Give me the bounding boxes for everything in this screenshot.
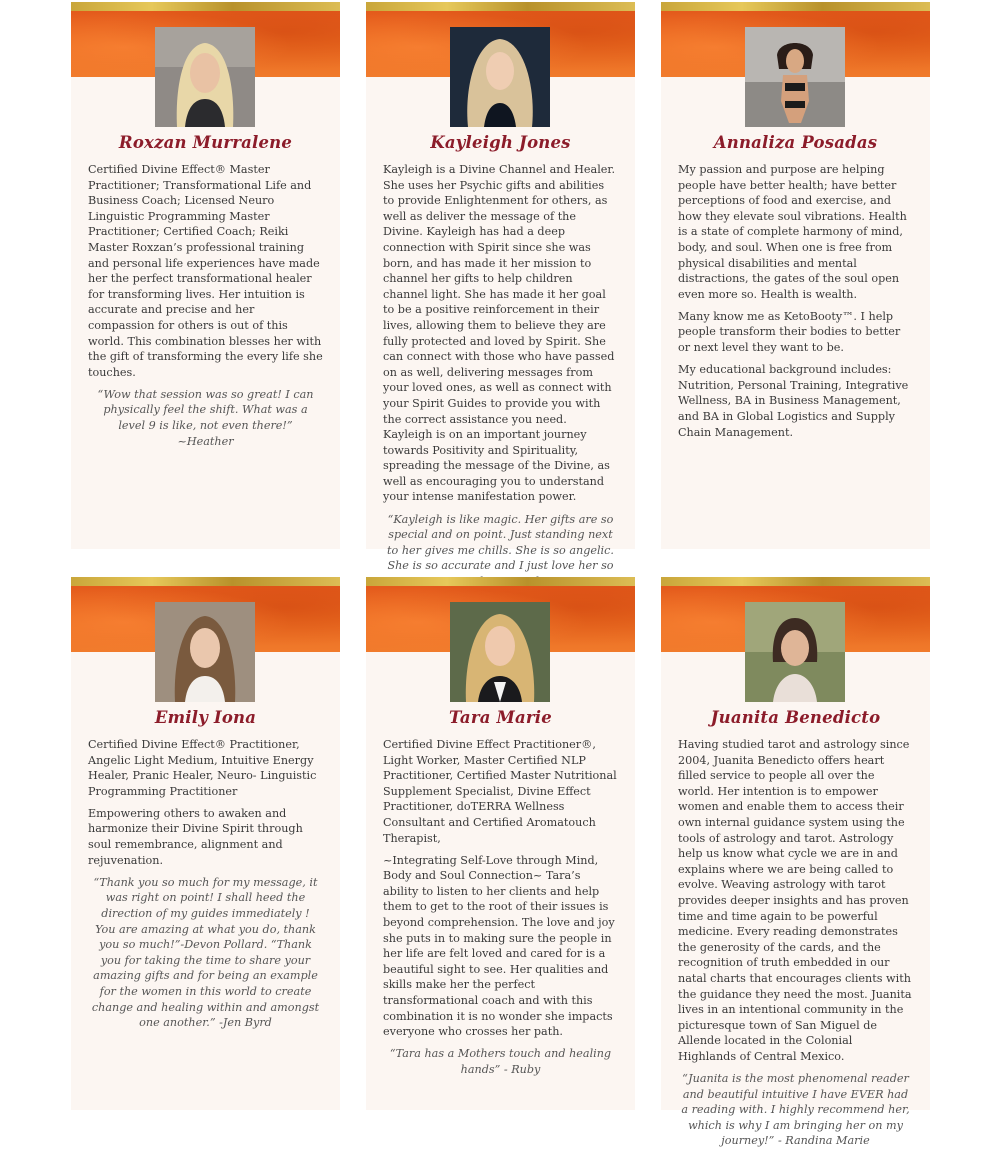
practitioner-name: Kayleigh Jones [430, 133, 571, 152]
bio-paragraph: Kayleigh is a Divine Channel and Healer. She uses her Psychic gifts and abilities to provide Enlightenment for others, as well as deliver the message of the Divine. Kayleigh has had a deep connection with Spirit since she was born, and has made it her mission to channel her gifts to help children channel light. She has made it her goal to be a positive reinforcement in their lives, allowing them to believe they are fully protected and loved by Spirit. She can connect with those who have passed on as well, delivering messages from your loved ones, as well as connect with your Spirit Guides to provide you with the correct assistance you need. Kayleigh is on an important journey towards Positivity and Spirituality, spreading the message of the Divine, as well as encouraging you to understand your intense manifestation power. [383, 163, 616, 504]
testimonial-quote: “Thank you so much for my message, it was right on point! I shall heed the direction of my guides immediately ! You are amazing at what you do, thank you so much!”-Devon Pollard. “Thank you for taking the time to share your amazing gifts and for being an example for the women in this world to create change and healing within and amongst one another.” -Jen Byrd [91, 875, 320, 1030]
gold-strip [661, 2, 930, 11]
bio-paragraph: My passion and purpose are helping people have better health; have better perceptions of food and exercise, and how they elevate soul vibrations. Health is a state of complete harmony of mind, body, and soul. When one is free from physical disabilities and mental distractions, the gates of the soul open even more so. Health is wealth. [678, 163, 907, 301]
bio-paragraph: Having studied tarot and astrology since 2004, Juanita Benedicto offers heart filled service to people all over the world. Her intention is to empower women and enable them to access their own internal guidance system using the tools of astrology and tarot. Astrology help us know what cycle we are in and explains where we are being called to evolve. Weaving astrology with tarot provides deeper insights and has proven time and time again to be powerful medicine. Every reading demonstrates the generosity of the cards, and the recognition of truth embedded in our natal charts that encourages clients with the guidance they need the most. Juanita lives in an intentional community in the picturesque town of San Miguel de Allende located in the Colonial Highlands of Central Mexico. [678, 738, 912, 1063]
testimonial-quote: “Tara has a Mothers touch and healing hands” - Ruby [389, 1047, 612, 1076]
practitioner-card [661, 577, 930, 1148]
practitioner-card [366, 577, 635, 1110]
bio-paragraph: Many know me as KetoBooty™. I help people transform their bodies to better or next level they want to be. [678, 309, 901, 355]
avatar [450, 27, 550, 127]
bio-paragraph: Certified Divine Effect® Master Practitioner; Transformational Life and Business Coach; Licensed Neuro Linguistic Programming Master Practitioner; Certified Coach; Reiki Master Roxzan’s professional training and personal life experiences have made her the perfect transformational healer for transforming lives. Her intuition is accurate and precise and her compassion for others is out of this world. This combination blesses her with the gift of transforming the every life she touches. [88, 163, 323, 379]
practitioner-bio [678, 737, 913, 1155]
practitioner-name: Annaliza Posadas [713, 133, 878, 152]
practitioner-bio [383, 162, 618, 596]
practitioner-name: Juanita Benedicto [710, 708, 881, 727]
practitioner-name: Emily Iona [154, 708, 257, 727]
gold-strip [71, 577, 340, 586]
practitioner-bio [383, 737, 618, 1084]
bio-paragraph: Certified Divine Effect Practitioner®, Light Worker, Master Certified NLP Practitioner, Certified Master Nutritional Supplement Specialist, Divine Effect Practitioner, doTERRA Wellness Consultant and Certified Aromatouch Therapist, [383, 738, 617, 845]
gold-strip [366, 577, 635, 586]
practitioner-name: Roxzan Murralene [118, 133, 293, 152]
practitioner-bio [88, 162, 323, 456]
practitioner-card [71, 577, 340, 1110]
practitioner-card [71, 2, 340, 549]
avatar [745, 602, 845, 702]
gold-strip [71, 2, 340, 11]
practitioner-bio [88, 737, 323, 1037]
avatar [155, 27, 255, 127]
gold-strip [661, 577, 930, 586]
practitioner-bio [678, 162, 913, 447]
avatar [745, 27, 845, 127]
practitioner-card [661, 2, 930, 549]
gold-strip [366, 2, 635, 11]
testimonial-quote: “Kayleigh is like magic. Her gifts are so special and on point. Just standing next to her gives me chills. She is so angelic. She is so accurate and I just love her so [387, 512, 614, 573]
bio-paragraph: My educational background includes: Nutrition, Personal Training, Integrative Wellness, BA in Business Management, and BA in Global Logistics and Supply Chain Management. [678, 363, 909, 439]
testimonial-quote: “Juanita is the most phenomenal reader and beautiful intuitive I have EVER had a reading with. I highly recommend her, which is why I am bringing her on my journey!” - Randina Marie [681, 1071, 910, 1148]
avatar [155, 602, 255, 702]
bio-paragraph: Empowering others to awaken and harmonize their Divine Spirit through soul remembrance, alignment and rejuvenation. [88, 806, 303, 867]
practitioner-grid [71, 2, 930, 1148]
practitioner-name: Tara Marie [449, 708, 552, 727]
testimonial-quote: “Wow that session was so great! I can physically feel the shift. What was a level 9 is like, not even there!” ~Heather [97, 387, 314, 448]
bio-paragraph: ~Integrating Self-Love through Mind, Body and Soul Connection~ Tara’s ability to listen to her clients and help them to get to the root of their issues is beyond comprehension. The love and joy she puts in to making sure the people in her life are felt loved and cared for is a beautiful sight to see. Her qualities and skills make her the perfect transformational coach and with this combination it is no wonder she impacts everyone who crosses her path. [383, 853, 615, 1039]
avatar [450, 602, 550, 702]
bio-paragraph: Certified Divine Effect® Practitioner, Angelic Light Medium, Intuitive Energy Healer, Pranic Healer, Neuro- Linguistic Programming Practitioner [88, 738, 317, 798]
practitioner-card [366, 2, 635, 573]
